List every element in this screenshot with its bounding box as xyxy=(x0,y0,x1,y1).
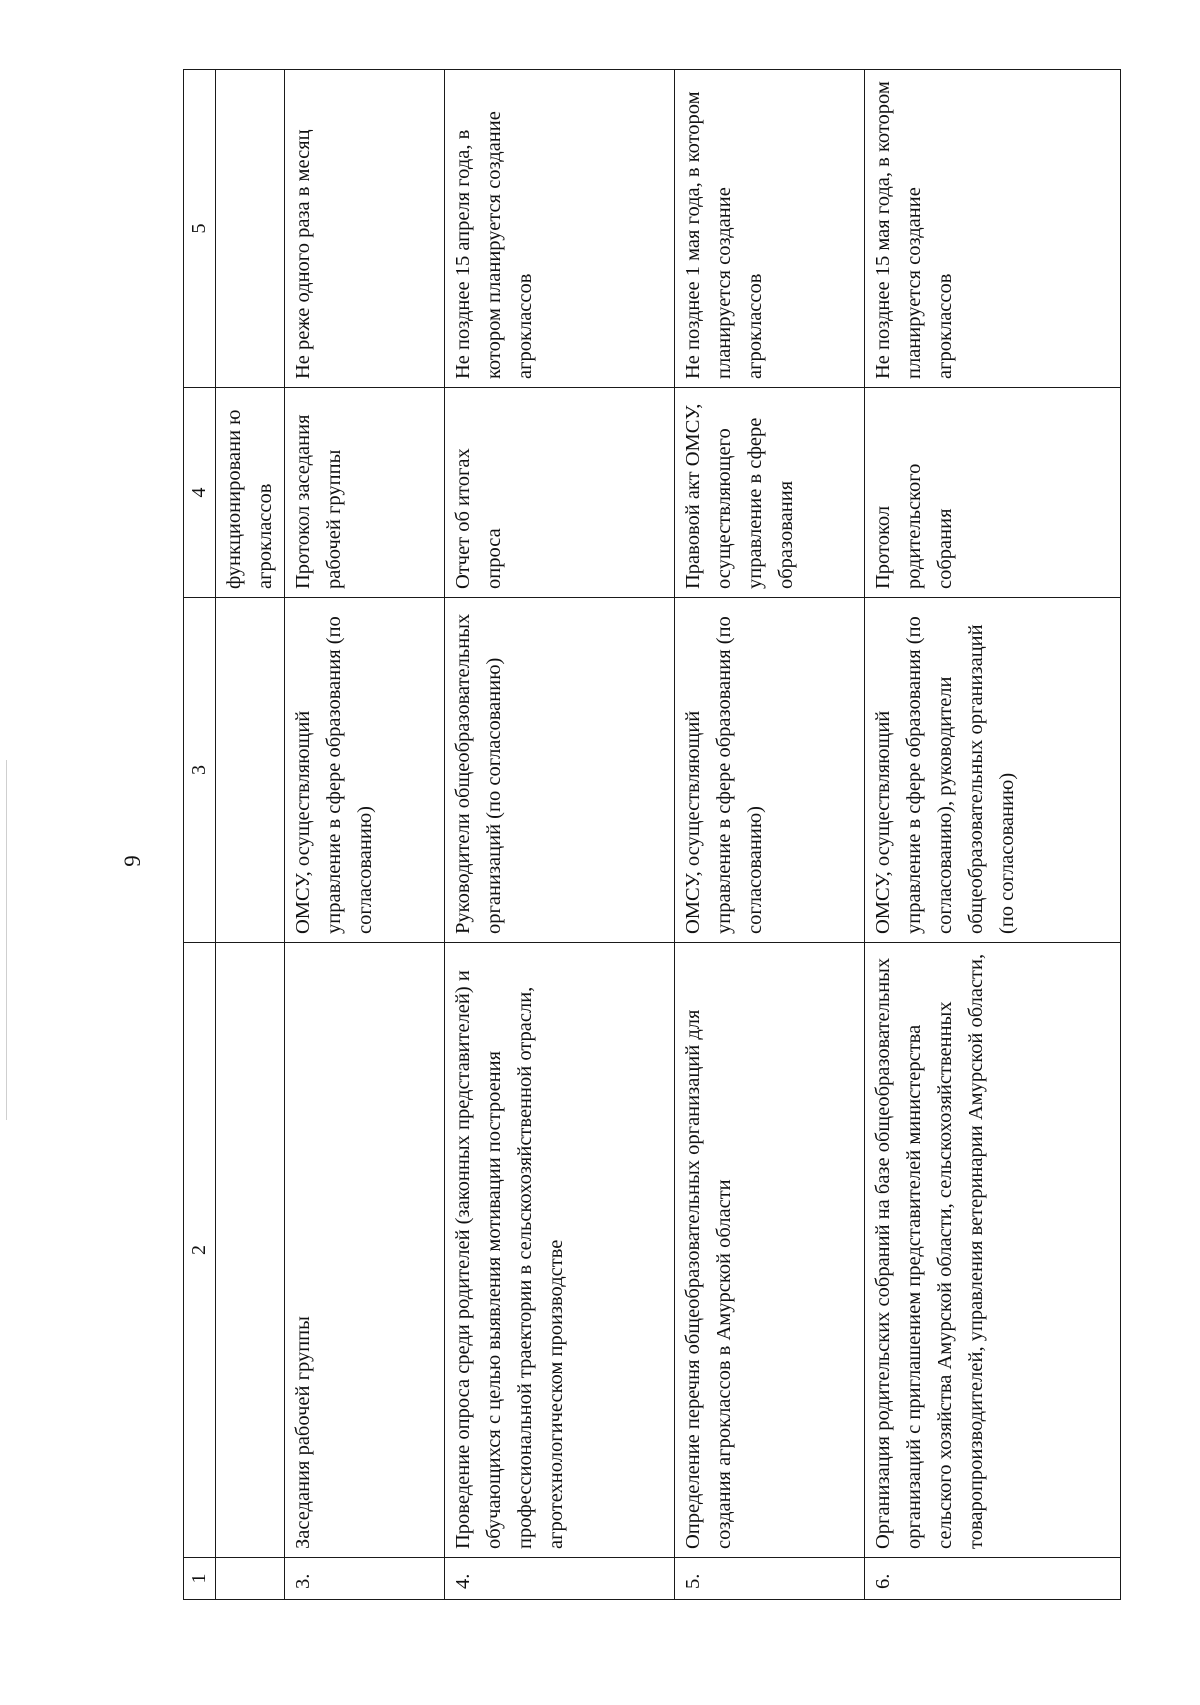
continuation-cell-1 xyxy=(216,1558,285,1600)
header-col-3: 3 xyxy=(184,598,216,943)
page-number: 9 xyxy=(120,855,145,867)
header-col-4: 4 xyxy=(184,388,216,598)
rotated-table-container xyxy=(183,70,1113,1600)
result-cell: Правовой акт ОМСУ, осуществляющего управление в сфере образования xyxy=(675,388,865,598)
continuation-cell-3 xyxy=(216,598,285,943)
result-cell: Протокол родительского собрания xyxy=(865,388,1121,598)
table-row xyxy=(675,70,865,1600)
row-number: 6. xyxy=(865,1558,1121,1600)
header-col-1: 1 xyxy=(184,1558,216,1600)
row-number: 5. xyxy=(675,1558,865,1600)
row-number: 4. xyxy=(445,1558,675,1600)
responsible-cell: ОМСУ, осуществляющий управление в сфере образования (по согласованию) xyxy=(285,598,445,943)
continuation-cell-2 xyxy=(216,943,285,1558)
responsible-cell: Руководители общеобразовательных организаций (по согласованию) xyxy=(445,598,675,943)
continuation-row xyxy=(216,70,285,1600)
header-col-2: 2 xyxy=(184,943,216,1558)
deadline-cell: Не реже одного раза в месяц xyxy=(285,70,445,388)
deadline-cell: Не позднее 1 мая года, в котором планируется создание агроклассов xyxy=(675,70,865,388)
header-row xyxy=(184,70,216,1600)
responsible-cell: ОМСУ, осуществляющий управление в сфере образования (по согласованию) xyxy=(675,598,865,943)
responsible-cell: ОМСУ, осуществляющий управление в сфере образования (по согласованию), руководители общеобразовательных организаций (по согласованию) xyxy=(865,598,1121,943)
action-cell: Проведение опроса среди родителей (законных представителей) и обучающихся с целью выявления мотивации построения профессиональной траектории в сельскохозяйственной отрасли, агротехнологическом производстве xyxy=(445,943,675,1558)
result-cell: Отчет об итогах опроса xyxy=(445,388,675,598)
header-col-5: 5 xyxy=(184,70,216,388)
continuation-cell-4: функционировани ю агроклассов xyxy=(216,388,285,598)
deadline-cell: Не позднее 15 апреля года, в котором планируется создание агроклассов xyxy=(445,70,675,388)
action-cell: Заседания рабочей группы xyxy=(285,943,445,1558)
table-row xyxy=(285,70,445,1600)
continuation-cell-5 xyxy=(216,70,285,388)
action-cell: Определение перечня общеобразовательных организаций для создания агроклассов в Амурской области xyxy=(675,943,865,1558)
result-cell: Протокол заседания рабочей группы xyxy=(285,388,445,598)
table-row xyxy=(445,70,675,1600)
row-number: 3. xyxy=(285,1558,445,1600)
table-row xyxy=(865,70,1121,1600)
scan-margin-line xyxy=(6,760,7,1120)
action-cell: Организация родительских собраний на базе общеобразовательных организаций с приглашением представителей министерства сельского хозяйства Амурской области, сельскохозяйственных товаропроизводителей, управления ветеринарии Амурской области, xyxy=(865,943,1121,1558)
plan-table xyxy=(183,69,1121,1600)
deadline-cell: Не позднее 15 мая года, в котором планируется создание агроклассов xyxy=(865,70,1121,388)
